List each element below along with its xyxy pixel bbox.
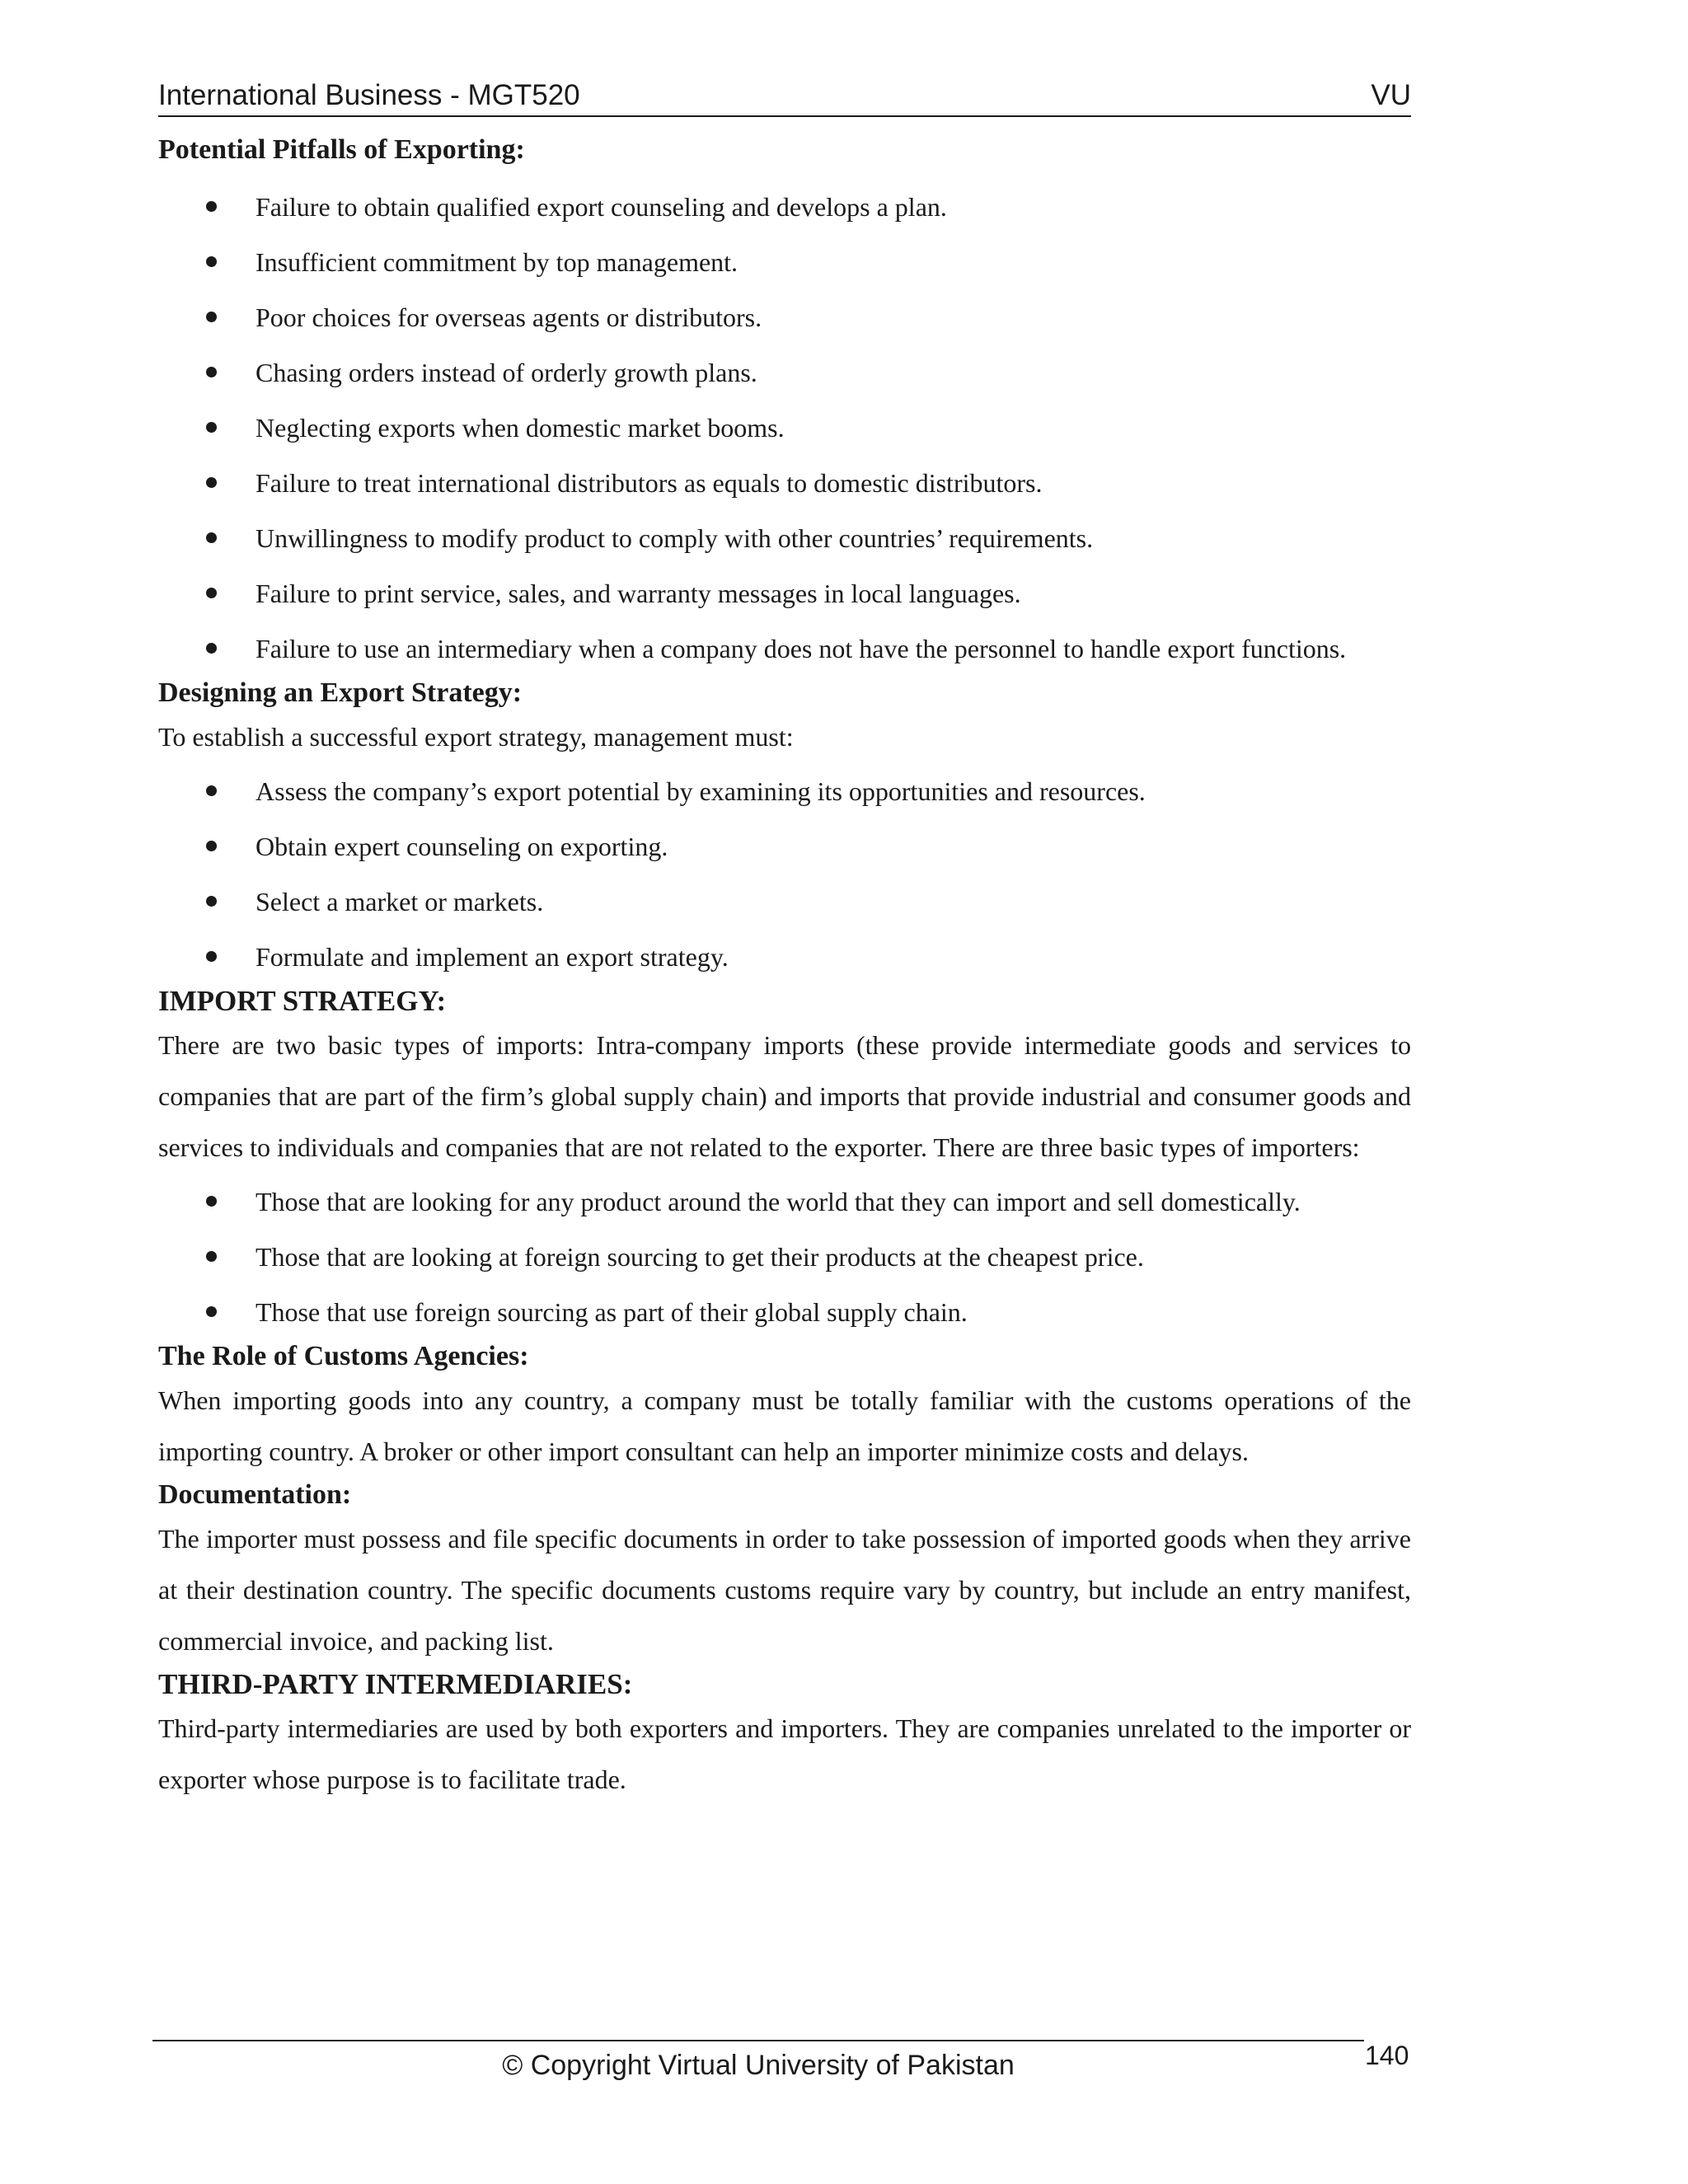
list-item: Assess the company’s export potential by examining its opportunities and resources. [158, 762, 1411, 818]
list-item: Those that are looking for any product around the world that they can import and sell domestically. [158, 1173, 1411, 1228]
footer-divider [152, 2040, 1364, 2041]
importer-types-list [158, 1173, 1411, 1338]
bullet-icon [206, 588, 217, 598]
footer-copyright: © Copyright Virtual University of Pakistan [502, 2050, 1015, 2081]
heading-export-strategy: Designing an Export Strategy: [158, 677, 523, 708]
heading-intermediaries: THIRD-PARTY INTERMEDIARIES: [158, 1668, 633, 1700]
bullet-icon [206, 312, 217, 322]
heading-documentation: Documentation: [158, 1479, 352, 1510]
list-item: Failure to print service, sales, and warranty messages in local languages. [158, 565, 1411, 620]
bullet-icon [206, 422, 217, 433]
pitfalls-list [158, 178, 1411, 675]
bullet-icon [206, 1196, 217, 1207]
bullet-icon [206, 643, 217, 654]
bullet-icon [206, 951, 217, 962]
bullet-icon [206, 256, 217, 267]
heading-import-strategy: IMPORT STRATEGY: [158, 985, 447, 1017]
list-item: Failure to obtain qualified export counseling and develops a plan. [158, 178, 1411, 233]
documentation-paragraph: The importer must possess and file specific documents in order to take possession of imported goods when they arrive at their destination country. The specific documents customs require vary by country, but include an entry manifest, commercial invoice, and packing list. [158, 1524, 1411, 1656]
intermediaries-paragraph: Third-party intermediaries are used by both exporters and importers. They are companies unrelated to the importer or exporter whose purpose is to facilitate trade. [158, 1713, 1411, 1794]
export-strategy-intro: To establish a successful export strategy, management must: [158, 722, 794, 752]
page-number: 140 [1365, 2041, 1409, 2070]
page-content [158, 132, 1411, 1805]
list-item: Unwillingness to modify product to comply with other countries’ requirements. [158, 509, 1411, 565]
bullet-icon [206, 785, 217, 796]
bullet-icon [206, 532, 217, 543]
course-title: International Business - MGT520 [158, 79, 580, 111]
bullet-icon [206, 1251, 217, 1262]
bullet-icon [206, 201, 217, 212]
list-item: Poor choices for overseas agents or distributors. [158, 288, 1411, 344]
list-item: Obtain expert counseling on exporting. [158, 818, 1411, 873]
list-item: Neglecting exports when domestic market booms. [158, 399, 1411, 454]
bullet-icon [206, 841, 217, 851]
list-item: Insufficient commitment by top management. [158, 233, 1411, 288]
list-item: Those that use foreign sourcing as part of their global supply chain. [158, 1283, 1411, 1338]
bullet-icon [206, 477, 217, 488]
bullet-icon [206, 1306, 217, 1317]
list-item: Those that are looking at foreign sourcing to get their products at the cheapest price. [158, 1228, 1411, 1283]
page-header [158, 76, 1411, 117]
bullet-icon [206, 896, 217, 907]
institution-abbrev: VU [1371, 79, 1411, 111]
list-item: Failure to use an intermediary when a company does not have the personnel to handle export functions. [158, 620, 1411, 675]
list-item: Select a market or markets. [158, 873, 1411, 928]
list-item: Chasing orders instead of orderly growth plans. [158, 344, 1411, 399]
heading-pitfalls: Potential Pitfalls of Exporting: [158, 134, 525, 165]
customs-paragraph: When importing goods into any country, a company must be totally familiar with the customs operations of the importing country. A broker or other import consultant can help an importer minimize costs and delays. [158, 1385, 1411, 1466]
heading-customs: The Role of Customs Agencies: [158, 1341, 529, 1371]
list-item: Failure to treat international distributors as equals to domestic distributors. [158, 454, 1411, 509]
list-item: Formulate and implement an export strategy. [158, 928, 1411, 983]
import-strategy-paragraph: There are two basic types of imports: Intra-company imports (these provide intermediate goods and services to companies that are part of the firm’s global supply chain) and imports that provide industrial and consumer goods and services to individuals and companies that are not related to the exporter. There are three basic types of importers: [158, 1030, 1411, 1162]
export-strategy-list [158, 762, 1411, 983]
bullet-icon [206, 367, 217, 377]
